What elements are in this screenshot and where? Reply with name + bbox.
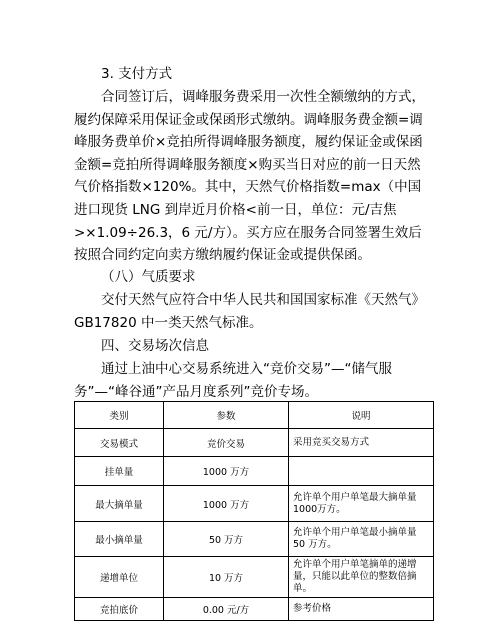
- section-8-body: 交付天然气应符合中华人民共和国国家标准《天然气》GB17820 中一类天然气标准。: [74, 292, 425, 331]
- section-4-heading: 四、交易场次信息: [101, 338, 209, 354]
- table-row: [75, 457, 434, 486]
- table-cell-category: 挂单量: [75, 457, 164, 486]
- table-row: [75, 429, 434, 457]
- table-cell-description: [289, 457, 434, 486]
- table-cell-description: 允许单个用户单笔摘单的递增量，只能以此单位的整数倍摘单。: [289, 557, 434, 598]
- table-cell-category: 最大摘单量: [75, 486, 164, 522]
- table-cell-parameter: 1000 万方: [164, 486, 289, 522]
- table-cell-parameter: 1000 万方: [164, 457, 289, 486]
- table-header-row: [75, 402, 434, 429]
- table-cell-parameter: 10 万方: [164, 557, 289, 598]
- table-row: [75, 522, 434, 557]
- trade-parameters-table: [74, 401, 434, 621]
- table-header-description: 说明: [289, 402, 434, 429]
- section-8-heading: （八）气质要求: [101, 269, 196, 285]
- table-cell-description: 允许单个用户单笔最大摘单量1000万方。: [289, 486, 434, 522]
- table-header-category: 类别: [75, 402, 164, 429]
- section-4-body: 通过上油中心交易系统进入“竞价交易”—“储气服务”—“峰谷通”产品月度系列”竞价专场。: [74, 361, 392, 400]
- section-3-heading: 3. 支付方式: [101, 66, 173, 82]
- table-cell-description: 采用竞买交易方式: [289, 429, 434, 457]
- table-cell-parameter: 50 万方: [164, 522, 289, 557]
- table-cell-category: 递增单位: [75, 557, 164, 598]
- table-cell-description: 允许单个用户单笔最小摘单量 50 万方。: [289, 522, 434, 557]
- table-cell-parameter: 0.00 元/方: [164, 598, 289, 621]
- table-row: [75, 598, 434, 621]
- table-cell-description: 参考价格: [289, 598, 434, 621]
- table-cell-category: 竞拍底价: [75, 598, 164, 621]
- table-cell-parameter: 竞价交易: [164, 429, 289, 457]
- table-row: [75, 557, 434, 598]
- table-header-parameter: 参数: [164, 402, 289, 429]
- table-row: [75, 486, 434, 522]
- table-cell-category: 最小摘单量: [75, 522, 164, 557]
- table-cell-category: 交易模式: [75, 429, 164, 457]
- section-3-body: 合同签订后，调峰服务费采用一次性全额缴纳的方式，履约保障采用保证金或保函形式缴纳。调峰服务费金额=调峰服务费单价×竞拍所得调峰服务额度，履约保证金或保函金额=竞拍所得调峰服务额度×购买当日对应的前一日天然气价格指数×120%。其中，天然气价格指数=max（中国进口现货 LNG 到岸近月价格<前一日，单位：元/吉焦>×1.09÷26.3，6 元/方）。买方应在服务合同签署生效后按照合同约定向卖方缴纳履约保证金或提供保函。: [74, 89, 425, 264]
